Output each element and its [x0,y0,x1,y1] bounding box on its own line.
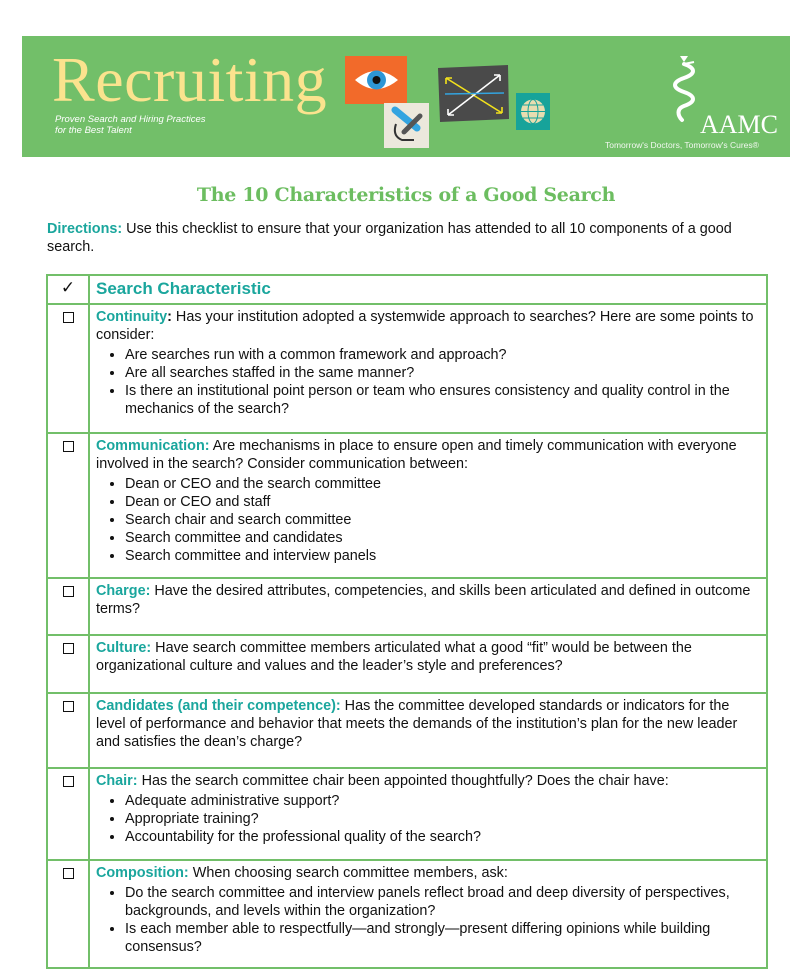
item-charge [90,579,766,634]
item-culture [90,636,766,692]
item-composition [90,861,766,967]
brand-subtitle-line-2: for the Best Talent [55,125,132,136]
bullet-list [96,884,760,956]
checkbox-culture[interactable] [63,643,74,654]
item-label: Candidates (and their competence): [96,698,341,714]
checkbox-communication[interactable] [63,441,74,452]
check-column-header [48,276,90,303]
bullet-list [96,475,760,565]
bullet-item: • Dean or CEO and the search committee [125,475,760,493]
table-row [48,577,766,634]
checkbox-continuity[interactable] [63,312,74,323]
item-label: Charge: [96,583,151,599]
item-label: Composition: [96,865,189,881]
bullet-item: • Are all searches staffed in the same manner? [125,364,760,382]
globe-icon [516,93,550,130]
bullet-item: • Dean or CEO and staff [125,493,760,511]
item-text: Have search committee members articulated what a good “fit” would be between the organizational culture and values and the leader’s style and preferences? [96,640,692,674]
checklist-table [46,274,768,969]
item-text: Are mechanisms in place to ensure open and timely communication with everyone involved in the search? Consider communication between: [96,438,737,472]
brand-title: Recruiting [52,44,328,115]
item-label: Continuity [96,309,168,325]
checkmark-icon: ✓ [60,278,76,297]
table-row [48,767,766,859]
directions-text: Use this checklist to ensure that your organization has attended to all 10 components of a good search. [47,221,732,255]
bullet-item: • Do the search committee and interview panels reflect broad and deep diversity of perspectives, backgrounds, and levels within the organization? [125,884,760,920]
table-row [48,692,766,767]
item-text: Have the desired attributes, competencies, and skills been articulated and defined in outcome terms? [96,583,751,617]
bullet-item: • Search committee and candidates [125,529,760,547]
table-header-row [48,276,766,303]
aamc-logo [604,50,784,150]
arrows-icon [438,65,509,122]
brand-subtitle-line-1: Proven Search and Hiring Practices [55,114,206,125]
org-name: AAMC [700,110,779,139]
item-label: Chair: [96,773,138,789]
item-candidates [90,694,766,767]
directions-label: Directions: [47,221,123,237]
checkbox-charge[interactable] [63,586,74,597]
table-row [48,859,766,967]
item-label: Communication: [96,438,210,454]
table-row [48,303,766,432]
bullet-item: • Search chair and search committee [125,511,760,529]
bullet-item: • Accountability for the professional quality of the search? [125,828,760,846]
bullet-item: • Appropriate training? [125,810,760,828]
checkbox-chair[interactable] [63,776,74,787]
microscope-icon [384,103,429,148]
checkbox-candidates[interactable] [63,701,74,712]
item-chair [90,769,766,859]
table-row [48,634,766,692]
bullet-item: • Are searches run with a common framework and approach? [125,346,760,364]
eye-icon [345,56,407,104]
header-banner [22,36,790,157]
caduceus-icon [672,54,702,124]
characteristic-column-header: Search Characteristic [96,279,271,298]
bullet-list [96,346,760,418]
item-text: When choosing search committee members, ask: [188,865,508,881]
bullet-item: • Search committee and interview panels [125,547,760,565]
document-title: The 10 Characteristics of a Good Search [196,184,616,206]
item-text: Has the search committee chair been appointed thoughtfully? Does the chair have: [137,773,669,789]
item-label: Culture: [96,640,152,656]
org-tagline: Tomorrow's Doctors, Tomorrow's Cures® [605,140,759,150]
bullet-item: • Adequate administrative support? [125,792,760,810]
bullet-item: • Is there an institutional point person or team who ensures consistency and quality control in the mechanics of the search? [125,382,760,418]
item-text: Has your institution adopted a systemwide approach to searches? Here are some points to consider: [96,309,754,343]
item-continuity: Continuity: Has your institution adopted a systemwide approach to searches? Here are some points to consider: • Are searches run with a common framework and approach? • Are all searches staffed in the same manner? • Is there an institutional point person or team who ensures consistency and quality control in the mechanics of the search? [90,305,766,432]
item-communication [90,434,766,577]
directions [47,220,767,256]
bullet-item: • Is each member able to respectfully—and strongly—present differing opinions while building consensus? [125,920,760,956]
table-row [48,432,766,577]
bullet-list [96,792,760,846]
checkbox-composition[interactable] [63,868,74,879]
item-text: Has the committee developed standards or indicators for the level of performance and behavior that meets the demands of the institution’s plan for the new leader and satisfies the dean’s charge? [96,698,738,750]
